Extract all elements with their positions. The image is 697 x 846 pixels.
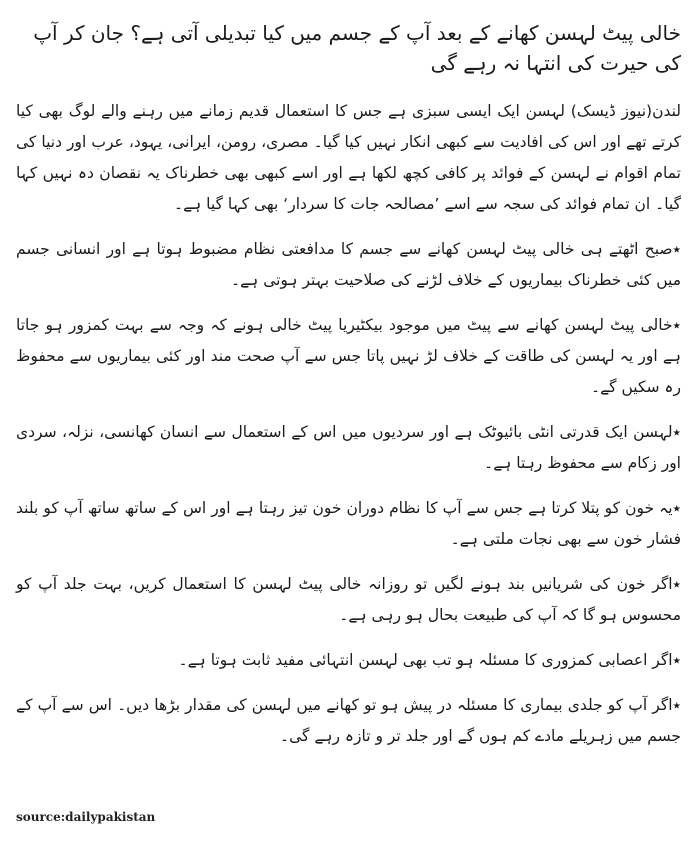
point-arteries: ٭اگر خون کی شریانیں بند ہونے لگیں تو روزانہ خالی پیٹ لہسن کا استعمال کریں، بہت جلد آپ کو محسوس ہو گا کہ آپ کی طبیعت بحال ہو رہی ہے۔ — [16, 575, 681, 624]
point-bacteria: ٭خالی پیٹ لہسن کھانے سے پیٹ میں موجود بیکٹیریا پیٹ خالی ہونے کہ وجہ سے بہت کمزور ہو جاتا ہے اور یہ لہسن کی طاقت کے خلاف لڑ نہیں پاتا جس سے آپ صحت مند اور کئی بیماریوں سے محفوظ رہ سکیں گے۔ — [16, 316, 681, 396]
article-headline: خالی پیٹ لہسن کھانے کے بعد آپ کے جسم میں کیا تبدیلی آتی ہے؟ جان کر آپ کی حیرت کی انتہا نہ رہے گی — [33, 21, 681, 75]
point-blood-thinning: ٭یہ خون کو پتلا کرتا ہے جس سے آپ کا نظام دوران خون تیز رہتا ہے اور اس کے ساتھ ساتھ آپ کو بلند فشار خون سے بھی نجات ملتی ہے۔ — [16, 499, 681, 548]
point-immunity: ٭صبح اٹھتے ہی خالی پیٹ لہسن کھانے سے جسم کا مدافعتی نظام مضبوط ہوتا ہے اور انسانی جسم میں کئی خطرناک بیماریوں کے خلاف لڑنے کی صلاحیت بہتر ہوتی ہے۔ — [16, 240, 681, 289]
source-credit: source:dailypakistan — [16, 810, 156, 824]
point-antibiotic: ٭لہسن ایک قدرتی انٹی بائیوٹک ہے اور سردیوں میں اس کے استعمال سے انسان کھانسی، نزلہ، سردی اور زکام سے محفوظ رہتا ہے۔ — [16, 423, 681, 472]
point-nerves: ٭اگر اعصابی کمزوری کا مسئلہ ہو تب بھی لہسن انتہائی مفید ثابت ہوتا ہے۔ — [178, 651, 681, 669]
intro-paragraph: لندن(نیوز ڈیسک) لہسن ایک ایسی سبزی ہے جس کا استعمال قدیم زمانے میں رہنے والے لوگ بھی کیا کرتے تھے اور اس کی افادیت سے کبھی انکار نہیں کیا گیا۔ مصری، رومن، ایرانی، یہود، عرب اور دنیا کی تمام اقوام نے لہسن کے فوائد پر کافی کچھ لکھا ہے اور اسے کبھی بھی خطرناک یہ نقصان دہ نہیں کہا گیا۔ ان تمام فوائد کی سجہ سے اسے ’مصالحہ جات کا سردار‘ بھی کہا گیا ہے۔ — [16, 102, 681, 213]
point-skin: ٭اگر آپ کو جلدی بیماری کا مسئلہ در پیش ہو تو کھانے میں لہسن کی مقدار بڑھا دیں۔ اس سے آپ کے جسم میں زہریلے مادے کم ہوں گے اور جلد تر و تازہ رہے گی۔ — [16, 696, 681, 745]
